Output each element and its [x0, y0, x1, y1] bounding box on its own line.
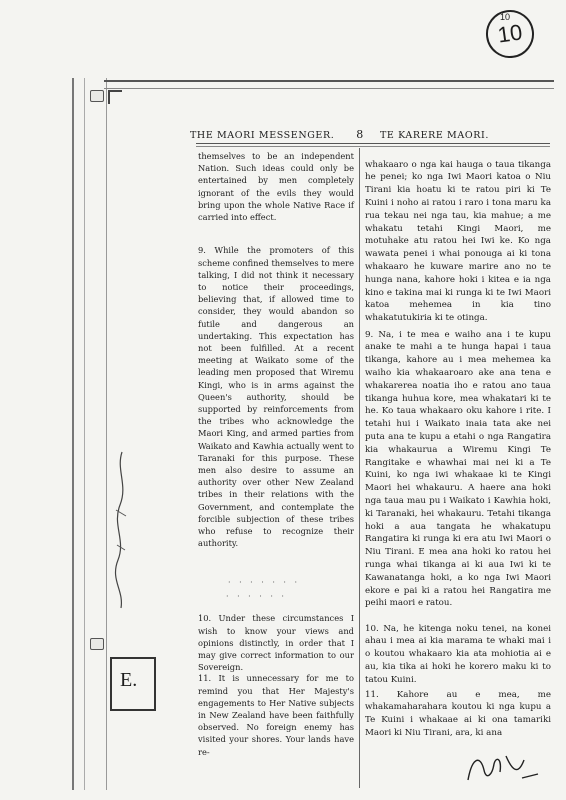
header-rule-secondary	[196, 146, 550, 147]
binding-inner-line	[84, 78, 85, 790]
english-paragraph-11: 11. It is unnecessary for me to remind you that Her Majesty's engagements to Her Native subjects in New Zealand have been faithfully observed. No foreign enemy has visited your shores. Your lands have re-	[198, 673, 354, 757]
binding-margin	[72, 78, 107, 790]
stamp-letter: E.	[120, 669, 138, 691]
maori-paragraph-10: 10. Na, he kitenga noku tenei, na konei ahau i mea ai kia marama te whaki mai i o koutou whakaaro kia ata mohiotia ai e au, kia tika ai hoki he korero maku ki to tatou Kuini.	[365, 623, 551, 685]
english-paragraph-10: 10. Under these circumstances I wish to know your views and opinions distinctly, in order that I may give correct information to our Sovereign.	[198, 613, 354, 673]
maori-paragraph-8: whakaaro o nga kai hauga o taua tikanga he penei; ko nga Iwi Maori katoa o Niu Tirani kia hoatu ki te ratou piri ki Te Kuini i noho ai ratou i raro i tona maru ka rua tekau nei nga tau, kia mahue; a me whakatu tetahi Kingi Maori, me motuhake atu ratou hei Iwi ke. Ko nga wawata penei i whai ponouga ai ki tona whakaaro he kuware marire ano no te hunga nana, kahore hoki i kitea e ia nga kino e takina mai ki runga ki te Iwi Maori katoa mehemea in kia tino whakatutukiria ki te otinga.	[365, 159, 551, 324]
frame-top-rule-inner	[104, 88, 554, 89]
frame-top-rule	[104, 80, 554, 82]
binding-hole	[90, 638, 104, 650]
maori-paragraph-11: 11. Kahore au e mea, me whakamaharahara koutou ki nga kupu a Te Kuini i whakaae ai ki ona tamariki Maori ki Niu Tirani, ara, ki ana	[365, 689, 551, 739]
english-paragraph: themselves to be an independent Nation. Such ideas could only be entertained by men completely ignorant of the evils they would bring upon the whole Native Race if carried into effect.	[198, 151, 354, 223]
maori-paragraph-9: 9. Na, i te mea e waiho ana i te kupu anake te mahi a te hunga hapai i taua tikanga, kahore au i mea mehemea ka waiho kia whakaaroaro ake ana tena e whakarerea noatia iho e ratou ano taua tikanga huhua kore, mea whakatari ki te he. Ko taua whakaaro oku kahore i rite. I tetahi hui i Waikato inaia tata ake nei puta ana te kupu a etahi o nga Rangatira kia whakaurua a Wiremu Kingi Te Rangitake e whawhai mai nei ki a Te Kuini, ko nga iwi whakaae ki te Kingi Maori hei whakauru. A haere ana hoki nga taua mau pu i Waikato i Kawhia hoki, ki Taranaki, hei whakauru. Tetahi tikanga hoki a aua tangata he whakatupu Rangatira ki runga ki era atu Iwi Maori o Niu Tirani. E mea ana hoki ko ratou hei runga whai tikanga ai ki aua Iwi ki te Kawanatanga hoki, a ko nga Iwi Maori ekore e pai ki a ratou hei Rangatira me peihi maori e ratou.	[365, 329, 551, 609]
archive-stamp-box	[110, 657, 156, 711]
margin-handwriting	[112, 450, 132, 610]
frame-corner-mark	[108, 90, 122, 104]
header-rule	[196, 143, 550, 144]
faded-text-smudge: · · · · · ·	[226, 592, 287, 601]
header-maori-title: TE KARERE MAORI.	[380, 130, 489, 141]
header-page-number: 8	[356, 128, 364, 141]
faded-text-smudge: · · · · · · ·	[228, 578, 301, 587]
handwritten-initials	[462, 750, 542, 786]
header-english-title: THE MAORI MESSENGER.	[190, 130, 335, 141]
running-header	[190, 128, 550, 141]
english-paragraph-9: 9. While the promoters of this scheme confined themselves to mere talking, I did not think it necessary to notice their proceedings, believing that, if allowed time to consider, they would abandon so futile and dangerous an undertaking. This expectation has not been fulfilled. At a recent meeting at Waikato some of the leading men proposed that Wiremu Kingi, who is in arms against the Queen's authority, should be supported by reinforcements from the tribes who acknowledge the Maori King, and armed parties from Waikato and Kawhia actually went to Taranaki for this purpose. These men also desire to assume an authority over other New Zealand tribes in their relations with the Government, and contemplate the forcible subjection of these tribes who refuse to recognize their authority.	[198, 245, 354, 549]
circled-page-reference: 10	[483, 7, 537, 61]
binding-hole	[90, 90, 104, 102]
column-divider	[359, 148, 360, 788]
corner-pencil-mark: 10	[500, 12, 511, 22]
